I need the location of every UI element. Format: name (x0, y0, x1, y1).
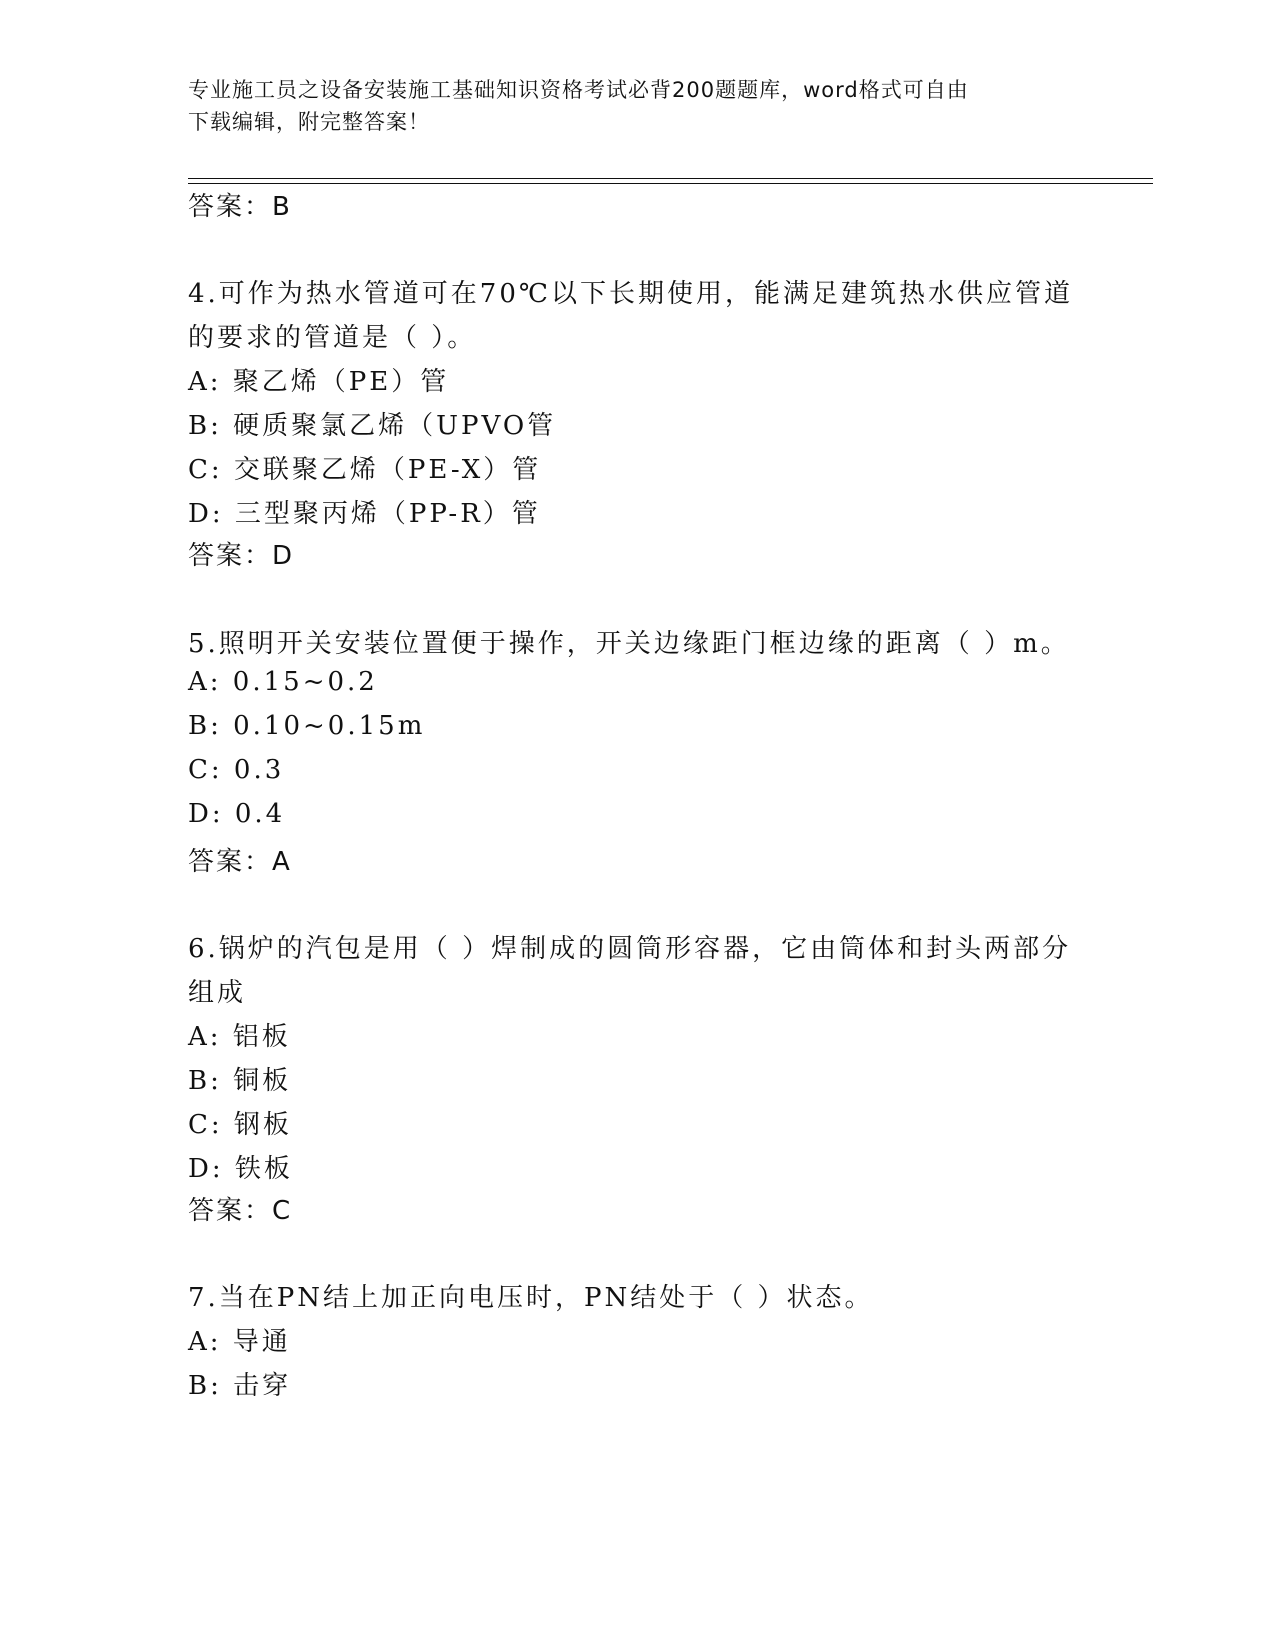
question-7-stem-line-1: 7.当在PN结上加正向电压时，PN结处于（ ）状态。 (188, 1283, 874, 1313)
question-5-option-d: D: 0.4 (188, 799, 286, 829)
document-header (188, 74, 1068, 138)
question-6-option-d: D: 铁板 (188, 1154, 293, 1184)
question-4-stem-line-1: 4.可作为热水管道可在70℃以下长期使用，能满足建筑热水供应管道 (188, 279, 1073, 309)
question-4-option-b: B: 硬质聚氯乙烯（UPVO管 (188, 411, 557, 441)
header-line-1: 专业施工员之设备安装施工基础知识资格考试必背200题题库，word格式可自由 (188, 78, 969, 102)
answer-q6: 答案：C (188, 1196, 293, 1226)
question-5-option-a: A: 0.15~0.2 (188, 667, 378, 697)
answer-q4: 答案：D (188, 541, 295, 571)
header-line-2: 下载编辑，附完整答案！ (188, 110, 430, 134)
question-6-option-a: A: 铝板 (188, 1022, 291, 1052)
question-5-option-b: B: 0.10~0.15m (188, 711, 426, 741)
question-5-option-c: C: 0.3 (188, 755, 285, 785)
question-7-option-a: A: 导通 (188, 1327, 291, 1357)
question-6-option-b: B: 铜板 (188, 1066, 292, 1096)
question-5-stem-line-1: 5.照明开关安装位置便于操作，开关边缘距门框边缘的距离（ ）m。 (188, 629, 1070, 659)
answer-q3: 答案：B (188, 192, 292, 222)
question-7-option-b: B: 击穿 (188, 1371, 292, 1401)
question-4-option-c: C: 交联聚乙烯（PE-X）管 (188, 455, 542, 485)
header-divider-bottom (188, 183, 1153, 184)
question-6-option-c: C: 钢板 (188, 1110, 292, 1140)
question-4-option-a: A: 聚乙烯（PE）管 (188, 367, 450, 397)
question-6-stem-line-1: 6.锅炉的汽包是用（ ）焊制成的圆筒形容器，它由筒体和封头两部分 (188, 934, 1072, 964)
question-4-option-d: D: 三型聚丙烯（PP-R）管 (188, 499, 541, 529)
question-6-stem-line-2: 组成 (188, 978, 247, 1008)
answer-q5: 答案：A (188, 847, 292, 877)
header-divider-top (188, 178, 1153, 179)
question-4-stem-line-2: 的要求的管道是（ ）。 (188, 323, 477, 353)
